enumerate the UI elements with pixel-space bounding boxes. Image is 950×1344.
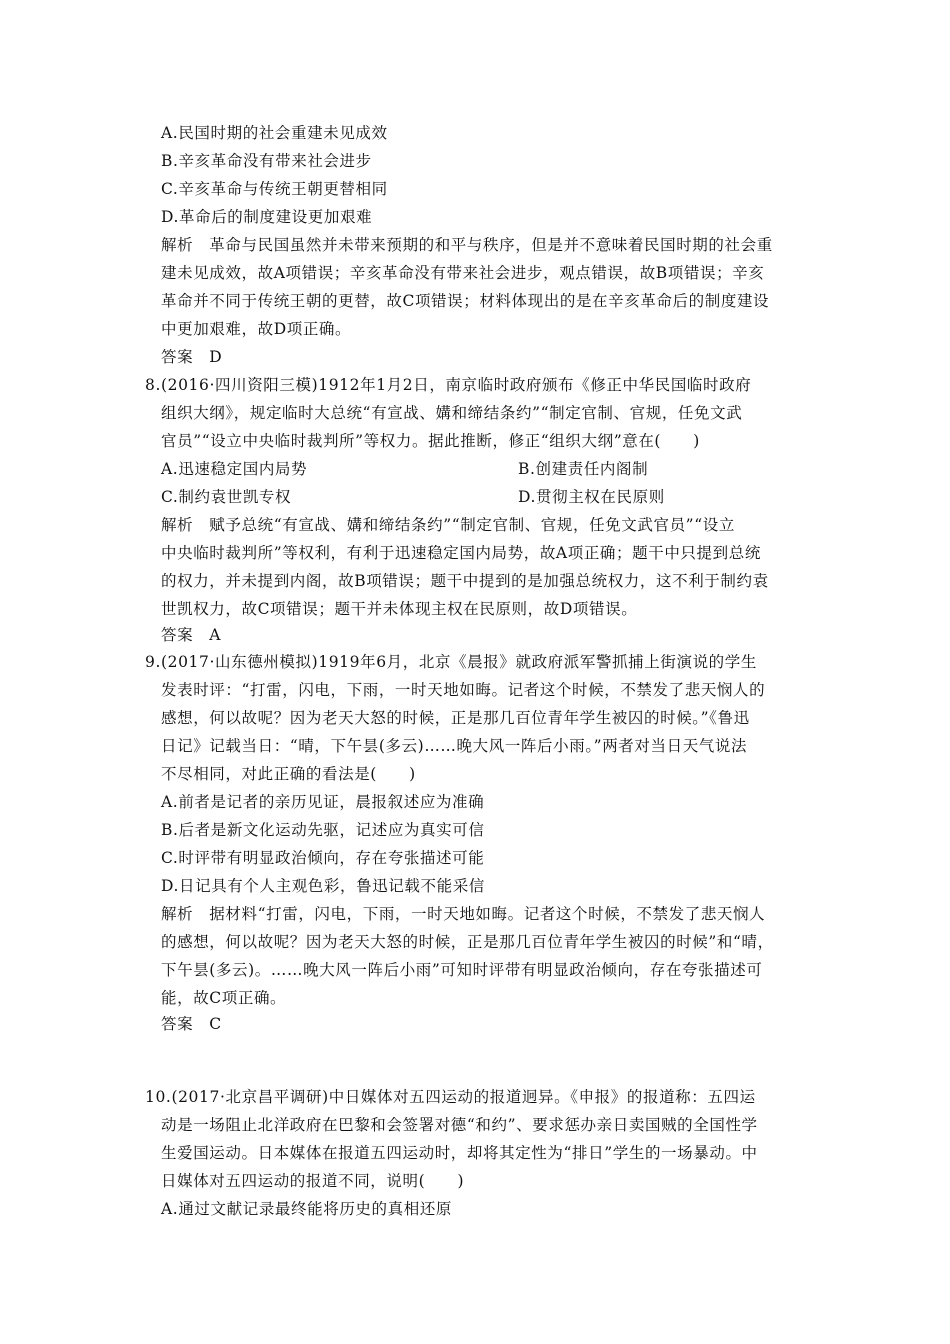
option-a: A.民国时期的社会重建未见成效 [161,124,388,142]
stem-line: 感想，何以故呢？因为老天大怒的时候，正是那几百位青年学生被囚的时候。”《鲁迅 [161,709,750,727]
option-b: B.后者是新文化运动先驱，记述应为真实可信 [161,821,485,839]
analysis-line: 下午昙(多云)。……晚大风一阵后小雨”可知时评带有明显政治倾向，存在夸张描述可 [161,961,763,979]
stem-line: 生爱国运动。日本媒体在报道五四运动时，却将其定性为“排日”学生的一场暴动。中 [161,1144,758,1162]
option-c: C.辛亥革命与传统王朝更替相同 [161,180,388,198]
q7-answer: 答案 D [161,348,223,366]
option-a: A.通过文献记录最终能将历史的真相还原 [161,1200,453,1218]
q8-answer: 答案 A [161,626,222,644]
analysis-line: 建未见成效，故A项错误；辛亥革命没有带来社会进步，观点错误，故B项错误；辛亥 [161,264,765,282]
stem-line: 8.(2016·四川资阳三模)1912年1月2日，南京临时政府颁布《修正中华民国临时政府 [145,376,752,394]
option-a: A.前者是记者的亲历见证，晨报叙述应为准确 [161,793,485,811]
analysis-line: 解析 据材料“打雷，闪电，下雨，一时天地如晦。记者这个时候，不禁发了悲天悯人 [161,905,766,923]
stem-line: 官员”“设立中央临时裁判所”等权力。据此推断，修正“组织大纲”意在( ) [161,432,700,450]
analysis-line: 解析 赋予总统“有宣战、媾和缔结条约”“制定官制、官规，任免文武官员”“设立 [161,516,735,534]
option-a: A.迅速稳定国内局势 [161,460,308,478]
stem-line: 日媒体对五四运动的报道不同，说明( ) [161,1172,465,1190]
stem-line: 不尽相同，对此正确的看法是( ) [161,765,416,783]
analysis-line: 解析 革命与民国虽然并未带来预期的和平与秩序，但是并不意味着民国时期的社会重 [161,236,773,254]
option-b: B.辛亥革命没有带来社会进步 [161,152,372,170]
option-d: D.贯彻主权在民原则 [518,488,665,506]
analysis-line: 世凯权力，故C项错误；题干并未体现主权在民原则，故D项错误。 [161,600,638,618]
stem-line: 发表时评：“打雷，闪电，下雨，一时天地如晦。记者这个时候，不禁发了悲天悯人的 [161,681,766,699]
stem-line: 10.(2017·北京昌平调研)中日媒体对五四运动的报道迥异。《申报》的报道称：五四运 [145,1088,756,1106]
option-c: C.制约袁世凯专权 [161,488,292,506]
option-c: C.时评带有明显政治倾向，存在夸张描述可能 [161,849,485,867]
analysis-line: 中央临时裁判所”等权利，有利于迅速稳定国内局势，故A项正确；题干中只提到总统 [161,544,761,562]
stem-line: 组织大纲》，规定临时大总统“有宣战、媾和缔结条约”“制定官制、官规，任免文武 [161,404,743,422]
analysis-line: 的权力，并未提到内阁，故B项错误；题干中提到的是加强总统权力，这不利于制约袁 [161,572,769,590]
option-b: B.创建责任内阁制 [518,460,649,478]
analysis-line: 能，故C项正确。 [161,989,287,1007]
option-d: D.日记具有个人主观色彩，鲁迅记载不能采信 [161,877,485,895]
stem-line: 动是一场阻止北洋政府在巴黎和会签署对德“和约”、要求惩办亲日卖国贼的全国性学 [161,1116,758,1134]
stem-line: 9.(2017·山东德州模拟)1919年6月，北京《晨报》就政府派军警抓捕上街演说的学生 [145,653,757,671]
analysis-line: 的感想，何以故呢？因为老天大怒的时候，正是那几百位青年学生被囚的时候”和“晴， [161,933,774,951]
analysis-line: 中更加艰难，故D项正确。 [161,320,352,338]
analysis-line: 革命并不同于传统王朝的更替，故C项错误；材料体现出的是在辛亥革命后的制度建设 [161,292,770,310]
stem-line: 日记》记载当日：“晴，下午昙(多云)……晚大风一阵后小雨。”两者对当日天气说法 [161,737,748,755]
option-d: D.革命后的制度建设更加艰难 [161,208,373,226]
q9-answer: 答案 C [161,1015,222,1033]
